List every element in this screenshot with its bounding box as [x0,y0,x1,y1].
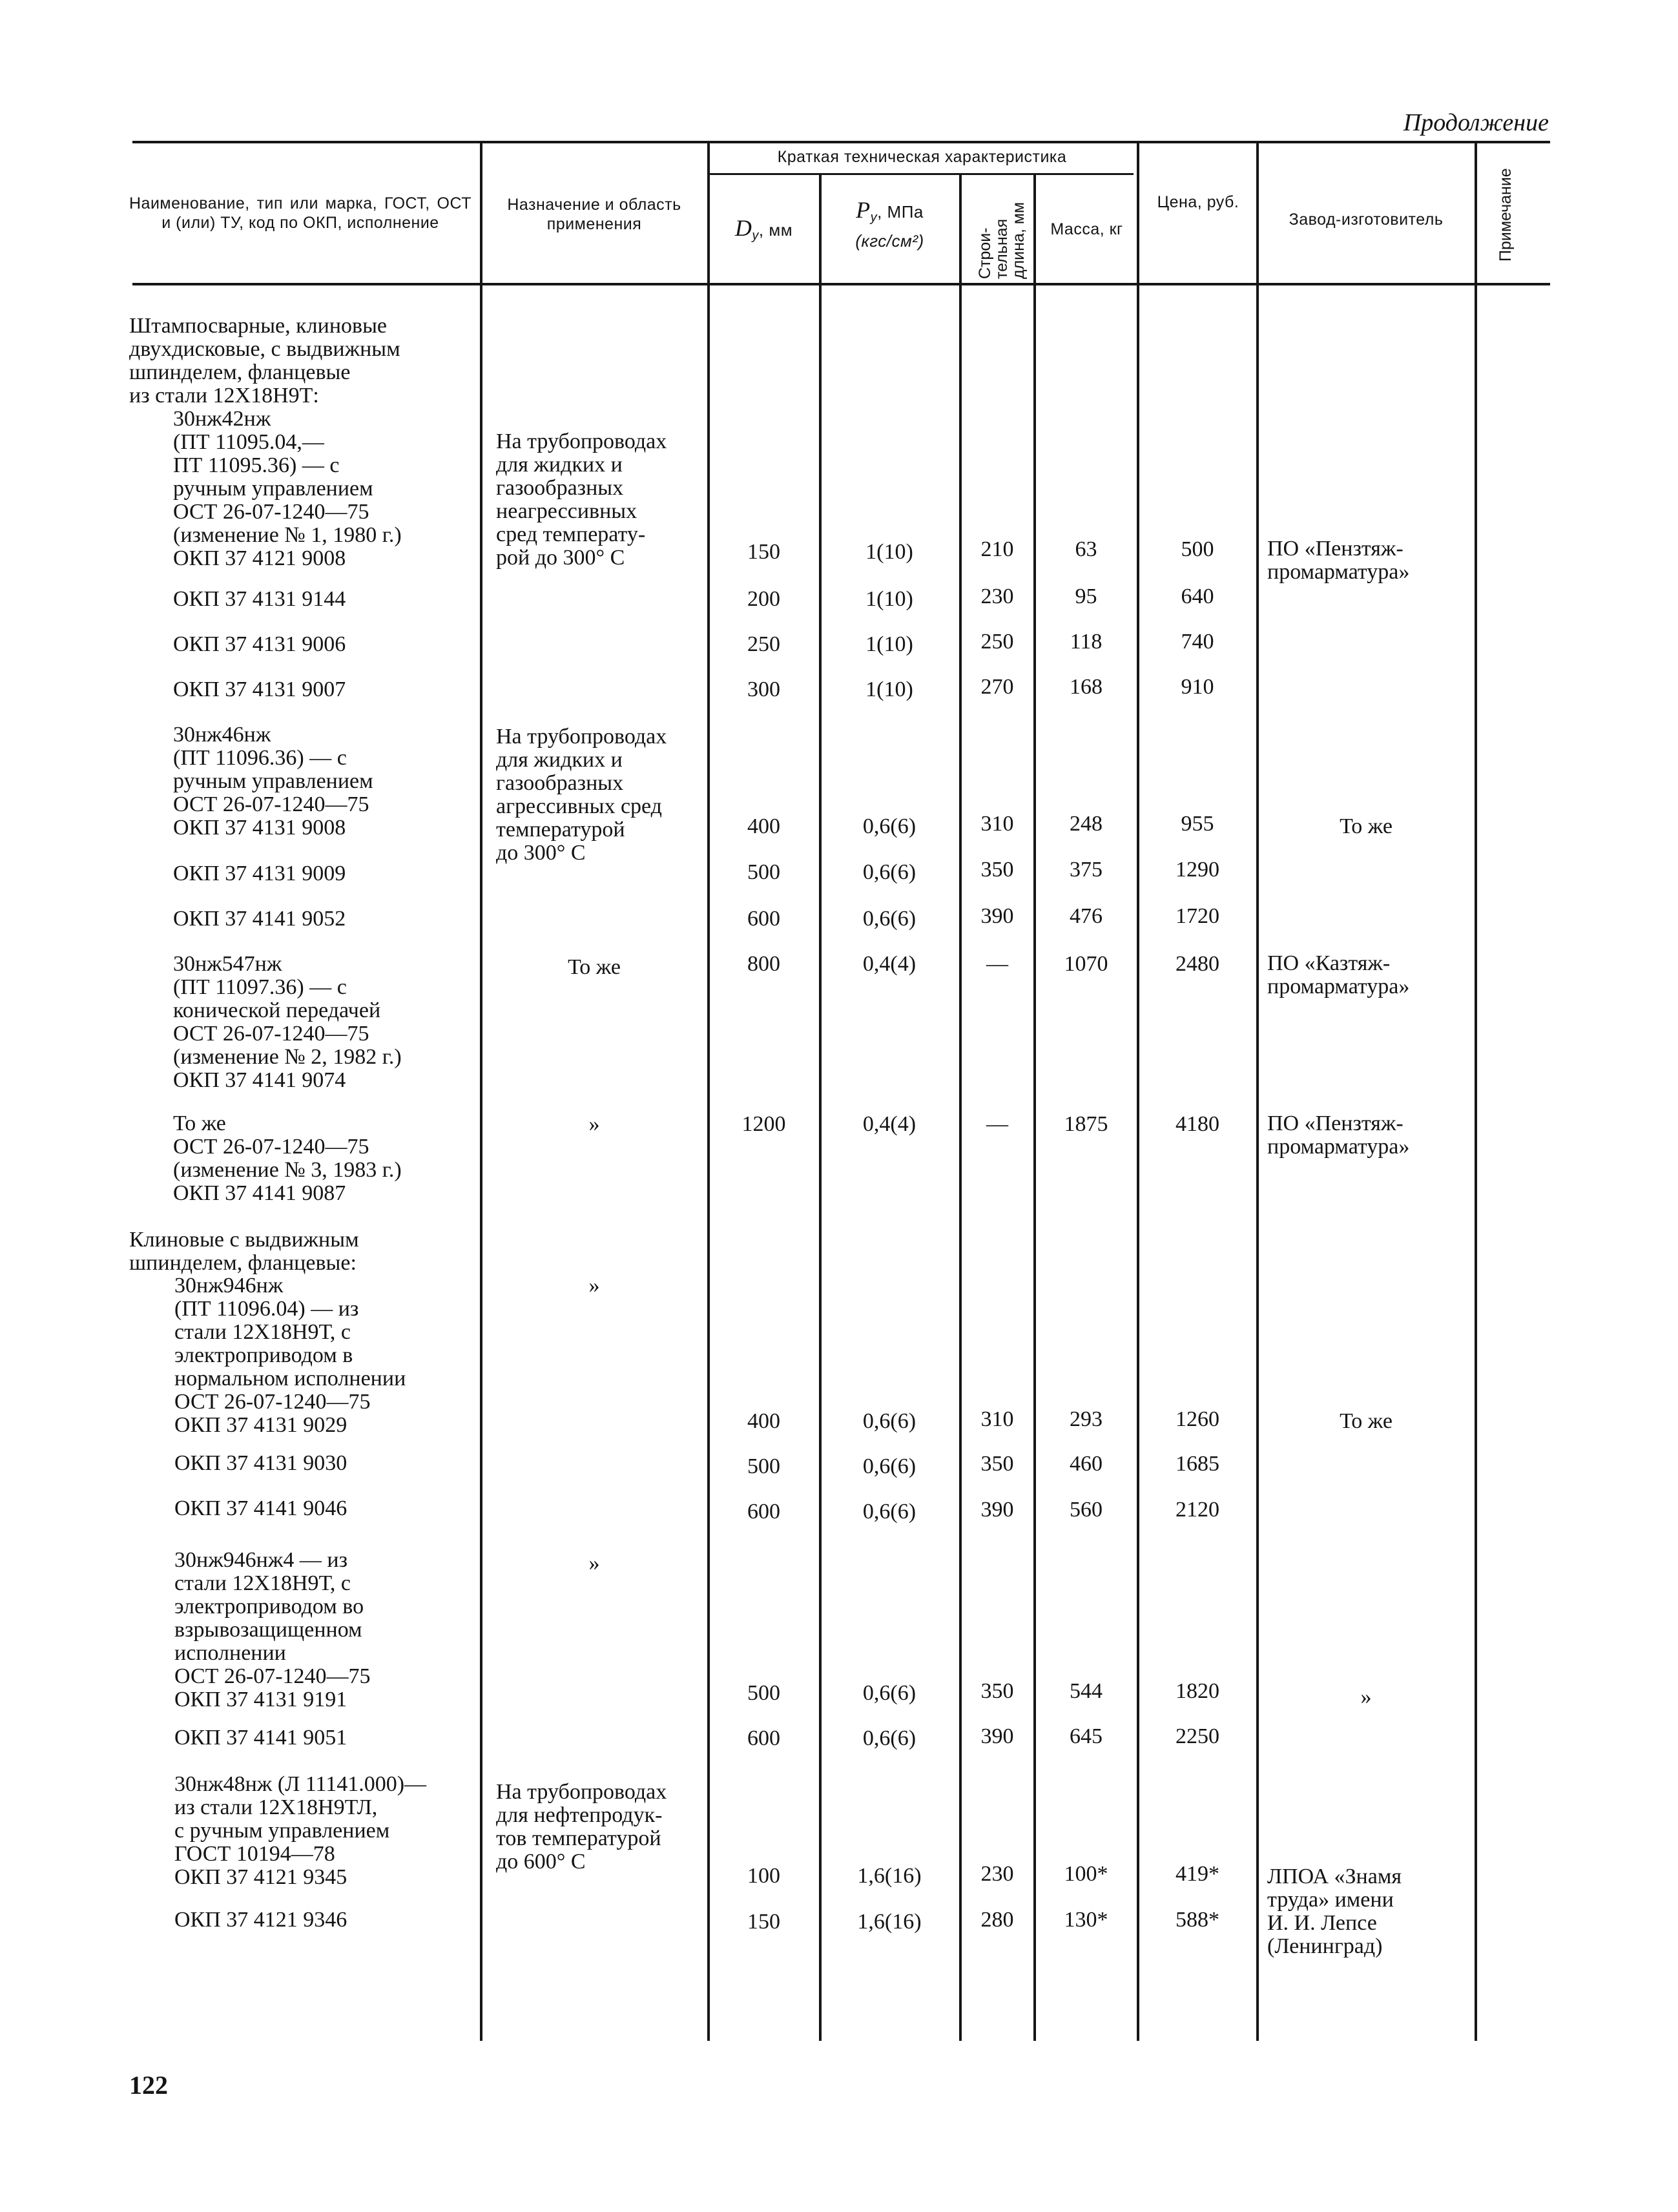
header-bottom-rule [132,283,1550,285]
length-value: 230 [980,584,1014,608]
col-divider [1137,142,1139,2041]
price-value: 419* [1176,1862,1219,1886]
py-value: 0,6(6) [862,860,917,884]
price-value: 1290 [1176,858,1219,882]
mass-value: 1875 [1064,1112,1108,1136]
mass-value: 560 [1070,1498,1103,1522]
continuation-label: Продолжение [1403,109,1549,136]
name-cell: ОКП 37 4141 9051 [174,1726,347,1750]
length-value: 310 [980,812,1014,836]
dy-value: 150 [747,1910,780,1934]
header-price: Цена, руб. [1157,193,1239,211]
py-value: 0,6(6) [862,1500,917,1524]
length-value: 280 [980,1908,1014,1932]
mass-value: 1070 [1064,952,1108,976]
mass-value: 645 [1070,1724,1103,1748]
mass-value: 293 [1070,1407,1103,1431]
price-value: 640 [1181,584,1214,608]
length-value: 310 [980,1407,1014,1431]
dy-value: 1200 [741,1112,786,1136]
py-value: 0,6(6) [862,1726,917,1750]
py-value: 0,6(6) [862,907,917,931]
price-value: 2480 [1176,952,1219,976]
dy-value: 600 [747,1500,780,1524]
header-mass: Масса, кг [1050,220,1123,238]
price-value: 500 [1181,537,1214,561]
py-value: 1,6(16) [857,1864,922,1888]
dy-value: 400 [747,814,780,838]
dy-main: D [734,215,752,241]
name-cell: 30нж946нж (ПТ 11096.04) — из стали 12Х18Н9Т, с электроприводом в нормальном исполнении ОСТ 26-07-1240—75 ОКП 37 4131 9029 [174,1274,406,1437]
name-cell: ОКП 37 4131 9007 [173,677,346,701]
name-cell: Клиновые с выдвижным шпинделем, фланцевые: [129,1228,359,1275]
py-value: 1,6(16) [857,1910,922,1934]
py-value: 0,6(6) [862,1409,917,1433]
purpose-cell: На трубопроводах для жидких и газообразных агрессивных сред температурой до 300° С [496,725,667,865]
price-value: 910 [1181,675,1214,699]
header-length: Строи-тельная длина, мм [976,202,1028,279]
dy-value: 600 [747,907,780,931]
dy-value: 400 [747,1409,780,1433]
factory-cell: ПО «Пензтяж- промарматура» [1267,1111,1410,1159]
mass-value: 248 [1070,812,1103,836]
py-sub: y [870,211,878,225]
py-main: P [856,197,871,223]
length-value: 270 [980,675,1014,699]
mass-value: 460 [1070,1452,1103,1476]
name-cell: ОКП 37 4131 9144 [173,587,346,611]
py-value: 0,4(4) [862,1112,917,1136]
mass-value: 130* [1064,1908,1108,1932]
length-value: 390 [980,904,1014,928]
header-factory: Завод-изготовитель [1289,211,1444,229]
factory-cell: То же [1340,1409,1393,1433]
dy-sub: y [752,229,759,243]
factory-cell: ПО «Казтяж- промарматура» [1267,951,1410,998]
mass-value: 95 [1075,584,1097,608]
mass-value: 375 [1070,858,1103,882]
header-note: Примечание [1497,168,1515,262]
name-cell: 30нж946нж4 — из стали 12Х18Н9Т, с электроприводом во взрывозащищенном исполнении ОСТ 26-07-1240—75 ОКП 37 4131 9191 [174,1548,371,1711]
purpose-cell: » [588,1112,600,1136]
mass-value: 476 [1070,904,1103,928]
py-unit2: (кгс/см²) [855,231,924,251]
page-number: 122 [129,2071,168,2100]
length-value: — [986,952,1008,976]
dy-value: 500 [747,1681,780,1705]
header-dy [710,215,817,245]
length-value: 390 [980,1724,1014,1748]
dy-unit: , мм [758,220,793,240]
price-value: 588* [1176,1908,1219,1932]
mass-value: 63 [1075,537,1097,561]
dy-value: 200 [747,587,780,611]
dy-value: 600 [747,1726,780,1750]
length-value: 350 [980,1452,1014,1476]
purpose-cell: » [588,1551,600,1575]
dy-value: 500 [747,1454,780,1478]
mass-value: 168 [1070,675,1103,699]
name-cell: ОКП 37 4131 9009 [173,862,346,885]
col-divider [1256,142,1259,2041]
py-value: 1(10) [865,677,913,701]
header-tech-group: Краткая техническая характеристика [777,148,1067,166]
py-value: 1(10) [865,632,913,656]
py-value: 0,6(6) [862,1681,917,1705]
purpose-cell: На трубопроводах для жидких и газообразных неагрессивных сред температу- рой до 300° С [496,429,667,570]
dy-value: 500 [747,860,780,884]
table-top-rule [132,141,1550,143]
price-value: 4180 [1176,1112,1219,1136]
header-py [823,197,956,251]
name-cell: 30нж48нж (Л 11141.000)— из стали 12Х18Н9ТЛ, с ручным управлением ГОСТ 10194—78 ОКП 37 4121 9345 [174,1772,427,1889]
purpose-cell: » [588,1274,600,1297]
name-cell: 30нж42нж (ПТ 11095.04,— ПТ 11095.36) — с ручным управлением ОСТ 26-07-1240—75 (изменение № 1, 1980 г.) ОКП 37 4121 9008 [173,407,402,570]
name-cell: ОКП 37 4121 9346 [174,1908,347,1932]
col-divider [707,142,710,2041]
dy-value: 800 [747,952,780,976]
col-divider [959,174,962,2041]
purpose-cell: То же [568,955,621,979]
factory-cell: То же [1340,814,1393,838]
col-divider [1475,142,1477,2041]
py-value: 1(10) [865,540,913,564]
mass-value: 118 [1070,630,1103,654]
header-name: Наименование, тип или марка, ГОСТ, ОСТ и (или) ТУ, код по ОКП, исполнение [129,194,471,232]
price-value: 2250 [1176,1724,1219,1748]
py-value: 1(10) [865,587,913,611]
name-cell: ОКП 37 4141 9052 [173,907,346,931]
price-value: 1260 [1176,1407,1219,1431]
py-unit: , МПа [877,202,924,222]
length-value: 390 [980,1498,1014,1522]
col-divider [480,142,482,2041]
factory-cell: ЛПОА «Знамя труда» имени И. И. Лепсе (Ленинград) [1267,1865,1402,1958]
dy-value: 250 [747,632,780,656]
factory-cell: ПО «Пензтяж- промарматура» [1267,537,1410,584]
col-divider [819,174,822,2041]
header-purpose: Назначение и область применения [507,196,681,233]
tech-group-rule [707,173,1134,175]
mass-value: 544 [1070,1679,1103,1703]
price-value: 1820 [1176,1679,1219,1703]
name-cell: Штампосварные, клиновые двухдисковые, с выдвижным шпинделем, фланцевые из стали 12Х18Н9Т: [129,314,400,408]
factory-cell: » [1360,1685,1372,1709]
dy-value: 150 [747,540,780,564]
length-value: 350 [980,858,1014,882]
name-cell: 30нж547нж (ПТ 11097.36) — с конической передачей ОСТ 26-07-1240—75 (изменение № 2, 1982 г.) ОКП 37 4141 9074 [173,952,402,1092]
dy-value: 300 [747,677,780,701]
mass-value: 100* [1064,1862,1108,1886]
length-value: — [986,1112,1008,1136]
col-divider [1033,174,1036,2041]
py-value: 0,6(6) [862,814,917,838]
length-value: 210 [980,537,1014,561]
name-cell: ОКП 37 4131 9006 [173,632,346,656]
name-cell: 30нж46нж (ПТ 11096.36) — с ручным управлением ОСТ 26-07-1240—75 ОКП 37 4131 9008 [173,723,373,840]
purpose-cell: На трубопроводах для нефтепродук- тов температурой до 600° С [496,1780,667,1874]
price-value: 955 [1181,812,1214,836]
price-value: 2120 [1176,1498,1219,1522]
name-cell: То же ОСТ 26-07-1240—75 (изменение № 3, 1983 г.) ОКП 37 4141 9087 [173,1111,402,1205]
length-value: 350 [980,1679,1014,1703]
py-value: 0,6(6) [862,1454,917,1478]
py-value: 0,4(4) [862,952,917,976]
length-value: 250 [980,630,1014,654]
price-value: 1685 [1176,1452,1219,1476]
price-value: 740 [1181,630,1214,654]
length-value: 230 [980,1862,1014,1886]
name-cell: ОКП 37 4141 9046 [174,1496,347,1520]
name-cell: ОКП 37 4131 9030 [174,1451,347,1475]
price-value: 1720 [1176,904,1219,928]
dy-value: 100 [747,1864,780,1888]
